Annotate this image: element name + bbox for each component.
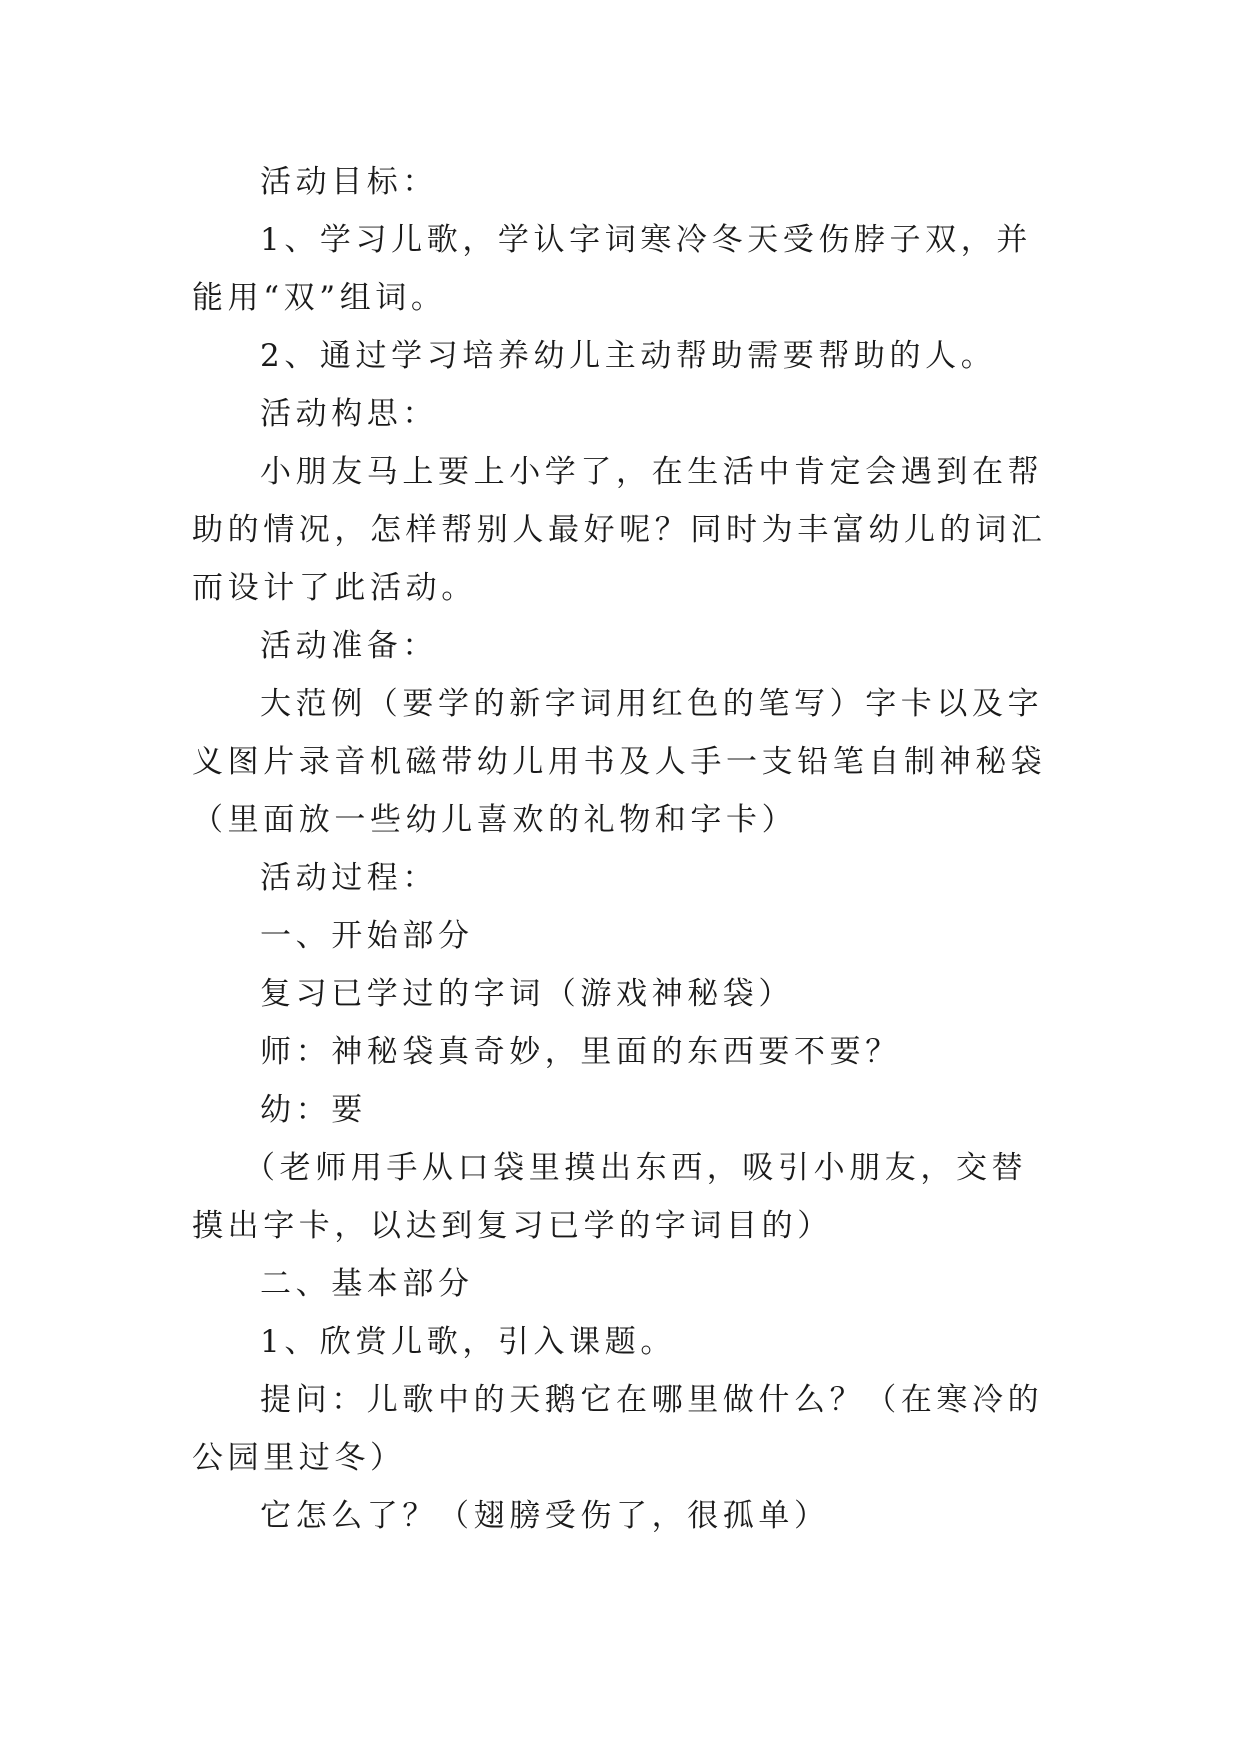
teacher-line: 师：神秘袋真奇妙，里面的东西要不要？ bbox=[260, 1034, 901, 1070]
document-page bbox=[192, 153, 1056, 1545]
question-paragraph-2: 它怎么了？（翅膀受伤了，很孤单） bbox=[260, 1498, 830, 1534]
question-paragraph-1: 提问：儿歌中的天鹅它在哪里做什么？（在寒冷的公园里过冬） bbox=[192, 1382, 1044, 1476]
review-paragraph: 复习已学过的字词（游戏神秘袋） bbox=[260, 976, 794, 1012]
preparation-paragraph: 大范例（要学的新字词用红色的笔写）字卡以及字义图片录音机磁带幼儿用书及人手一支铅笔自制神秘袋（里面放一些幼儿喜欢的礼物和字卡） bbox=[192, 686, 1047, 838]
teacher-action-note: （老师用手从口袋里摸出东西，吸引小朋友，交替摸出字卡，以达到复习已学的字词目的） bbox=[192, 1150, 1028, 1244]
heading-activity-concept: 活动构思： bbox=[260, 396, 438, 432]
section-heading-start: 一、开始部分 bbox=[260, 918, 474, 954]
heading-activity-preparation: 活动准备： bbox=[260, 628, 438, 664]
concept-paragraph: 小朋友马上要上小学了，在生活中肯定会遇到在帮助的情况，怎样帮别人最好呢？同时为丰富幼儿的词汇而设计了此活动。 bbox=[192, 454, 1047, 606]
heading-activity-goals: 活动目标： bbox=[260, 164, 438, 200]
heading-activity-process: 活动过程： bbox=[260, 860, 438, 896]
child-line: 幼：要 bbox=[260, 1092, 367, 1128]
section-heading-basic: 二、基本部分 bbox=[260, 1266, 474, 1302]
goal-item-1: 1、学习儿歌，学认字词寒冷冬天受伤脖子双，并能用“双”组词。 bbox=[192, 222, 1032, 316]
goal-item-2: 2、通过学习培养幼儿主动帮助需要帮助的人。 bbox=[260, 338, 997, 374]
basic-item-1: 1、欣赏儿歌，引入课题。 bbox=[260, 1324, 676, 1360]
